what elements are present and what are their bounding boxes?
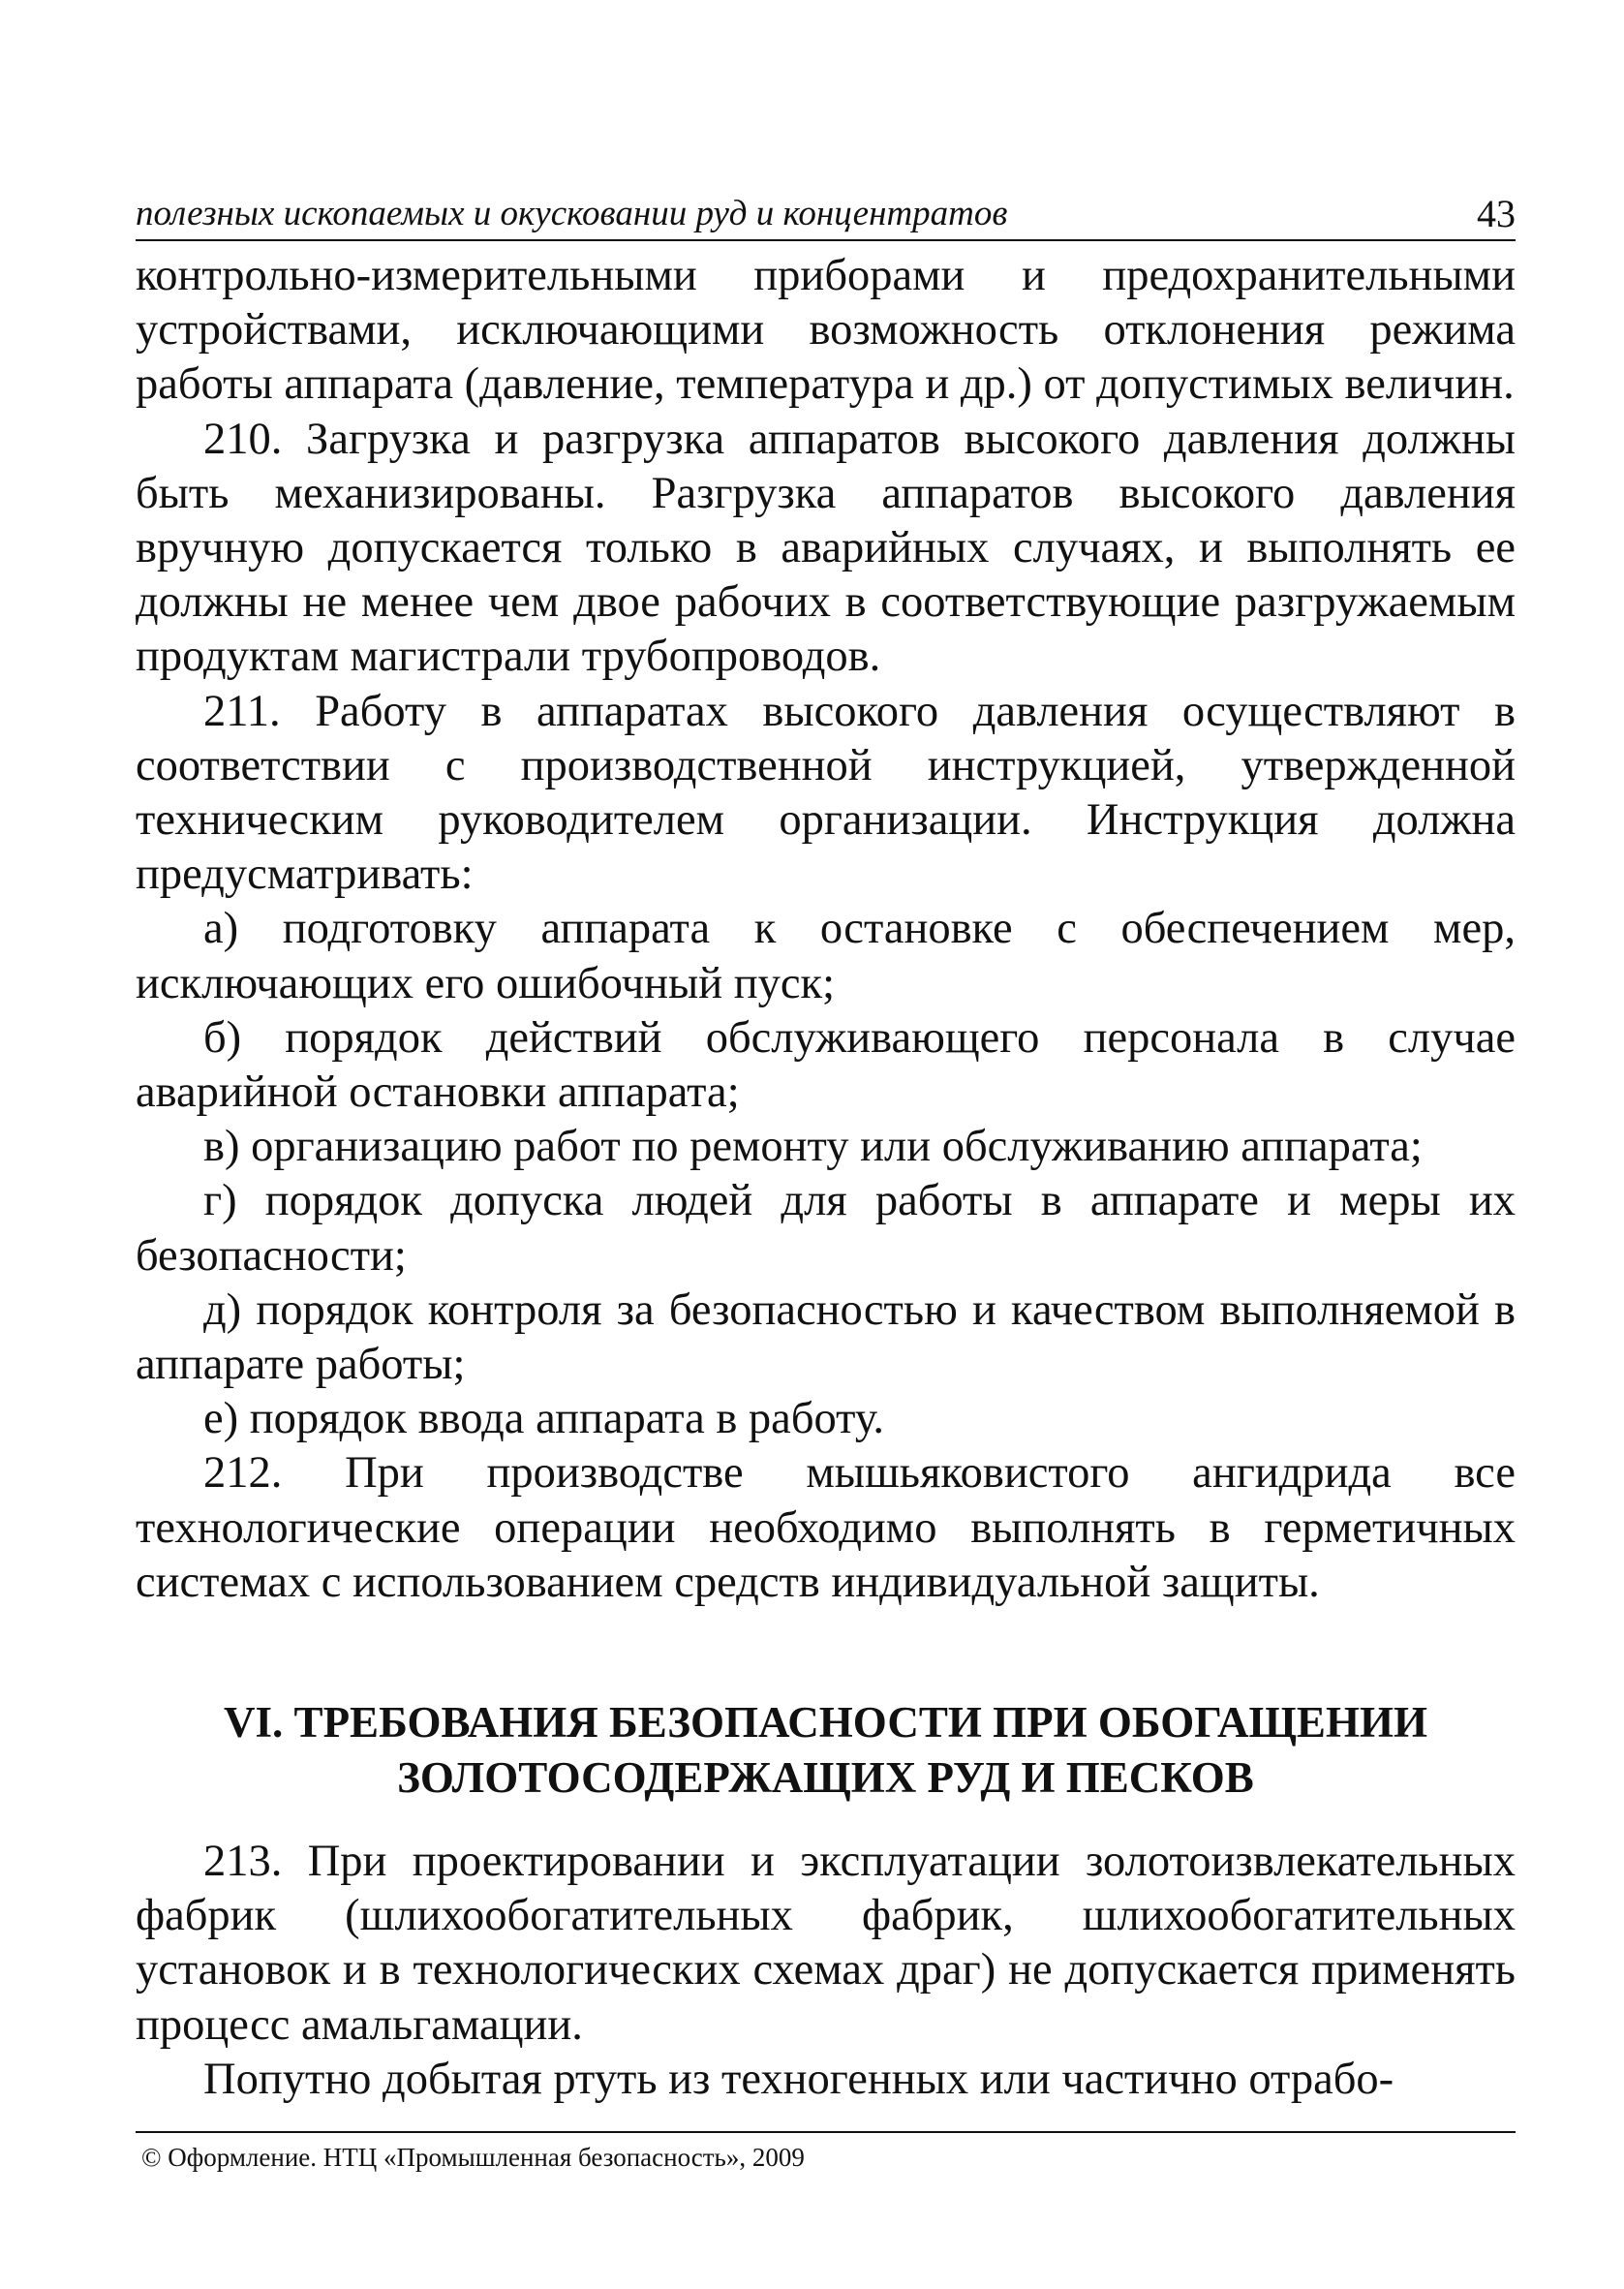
section-heading-line-2: ЗОЛОТОСОДЕРЖАЩИХ РУД И ПЕСКОВ — [397, 1753, 1254, 1803]
list-item-v: в) организацию работ по ремонту или обслуживанию аппарата; — [203, 1122, 1423, 1172]
paragraph-212: 212. При производстве мышьяковистого ангидрида все технологические операции необходимо выполнять в герметичных системах с использованием средств индивидуальной защиты. — [136, 1448, 1516, 1607]
section-heading — [136, 1695, 1516, 1806]
running-title: полезных ископаемых и окусковании руд и концентратов — [136, 194, 1008, 233]
paragraph-continuation: контрольно-измерительными приборами и предохранительными устройствами, исключающими возможность отклонения режима работы аппарата (давление, температура и др.) от допустимых величин. — [136, 251, 1516, 410]
list-item-g: г) порядок допуска людей для работы в аппарате и меры их безопасности; — [136, 1176, 1516, 1281]
body-text — [136, 249, 1516, 2107]
list-item-a: а) подготовку аппарата к остановке с обеспечением мер, исключающих его ошибочный пуск; — [136, 904, 1516, 1008]
list-item-b: б) порядок действий обслуживающего персонала в случае аварийной остановки аппарата; — [136, 1012, 1516, 1118]
footer-copyright: © Оформление. НТЦ «Промышленная безопасность», 2009 — [136, 2131, 1516, 2174]
paragraph-210: 210. Загрузка и разгрузка аппаратов высокого давления должны быть механизированы. Разгрузка аппаратов высокого давления вручную допускается только в аварийных случаях, и выполнять ее должны не менее чем двое рабочих в соответствующие разгружаемым продуктам магистрали трубопроводов. — [136, 414, 1516, 682]
section-heading-line-1: VI. ТРЕБОВАНИЯ БЕЗОПАСНОСТИ ПРИ ОБОГАЩЕНИИ — [224, 1698, 1427, 1748]
list-item-e: е) порядок ввода аппарата в работу. — [203, 1394, 885, 1444]
page-number: 43 — [1477, 192, 1516, 235]
paragraph-211: 211. Работу в аппаратах высокого давления осуществляют в соответствии с производственной инструкцией, утвержденной техническим руководителем организации. Инструкция должна предусматривать: — [136, 686, 1516, 900]
page — [136, 189, 1516, 2107]
running-header — [136, 189, 1516, 241]
paragraph-213: 213. При проектировании и эксплуатации золотоизвлекательных фабрик (шлихообогатительных фабрик, шлихообогатительных установок и в технологических схемах драг) не допускается применять процесс амальгамации. — [136, 1837, 1516, 2050]
list-item-d: д) порядок контроля за безопасностью и качеством выполняемой в аппарате работы; — [136, 1284, 1516, 1390]
paragraph-continued: Попутно добытая ртуть из техногенных или частично отрабо- — [203, 2054, 1394, 2104]
